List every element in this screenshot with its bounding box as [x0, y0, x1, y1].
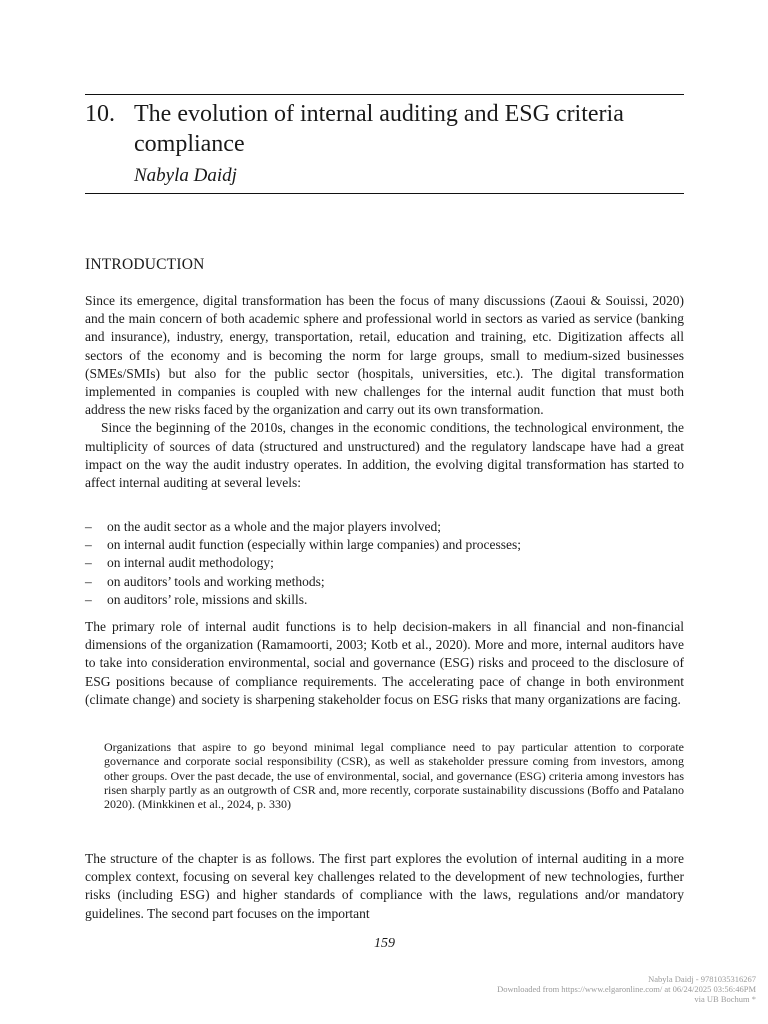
paragraph-4: The structure of the chapter is as follows. The first part explores the evolution of internal auditing in a more complex context, focusing on several key challenges related to the development of new technologies, further risks (including ESG) and higher standards of compliance with the laws, regulations and/or mandatory guidelines. The second part focuses on the important	[85, 851, 684, 921]
download-footer	[497, 974, 756, 1004]
chapter-header	[85, 95, 684, 191]
block-quote: Organizations that aspire to go beyond minimal legal compliance need to pay particular attention to corporate governance and corporate social responsibility (CSR), as well as stakeholder pressure coming from investors, among other groups. Over the past decade, the use of environmental, social, and governance (ESG) criteria among investors has risen sharply partly as an outgrowth of CSR and, more recently, corporate sustainability discussions (Boffo and Patalano 2020). (Minkkinen et al., 2024, p. 330)	[104, 740, 684, 812]
paragraph-3-block	[85, 618, 684, 709]
list-item: – on the audit sector as a whole and the major players involved;	[85, 519, 442, 534]
paragraph-2: Since the beginning of the 2010s, changes in the economic conditions, the technological environment, the multiplicity of sources of data (structured and unstructured) and the regulatory landscape have had a great impact on the way the audit industry operates. In addition, the evolving digital transformation has started to affect internal auditing at several levels:	[85, 420, 684, 491]
intro-paragraphs	[85, 292, 684, 492]
section-heading: INTRODUCTION	[85, 256, 205, 273]
list-item: – on internal audit function (especially within large companies) and processes;	[85, 537, 521, 553]
list-item: – on auditors’ role, missions and skills.	[85, 591, 308, 607]
paragraph-1: Since its emergence, digital transformation has been the focus of many discussions (Zaoui & Souissi, 2020) and the main concern of both academic sphere and professional world in sectors as varied as service (banking and insurance), industry, energy, transportation, retail, education and training, etc. Digitization affects all sectors of the economy and is becoming the norm for large groups, small to medium-sized businesses (SMEs/SMIs) but also for the public sector (hospitals, universities, etc.). The digital transformation implemented in companies is coupled with new challenges for the internal audit function that must both address the new risks faced by the organization and carry out its own transformation.	[85, 293, 684, 418]
paragraph-4-block	[85, 850, 684, 923]
chapter-author: Nabyla Daidj	[134, 165, 237, 186]
footer-line-1: Nabyla Daidj - 9781035316267	[648, 974, 756, 984]
chapter-number: 10.	[85, 101, 115, 127]
page-number: 159	[374, 936, 395, 951]
page	[85, 94, 684, 951]
list-item: – on auditors’ tools and working methods;	[85, 573, 325, 589]
list-item: – on internal audit methodology;	[85, 555, 274, 571]
footer-line-2: Downloaded from https://www.elgaronline.com/ at 06/24/2025 03:56:46PM	[497, 984, 756, 994]
footer-line-3: via UB Bochum *	[694, 994, 756, 1004]
chapter-title: The evolution of internal auditing and ESG criteria compliance	[134, 101, 624, 157]
paragraph-3: The primary role of internal audit functions is to help decision-makers in all financial and non-financial dimensions of the organization (Ramamoorti, 2003; Kotb et al., 2020). More and more, internal auditors have to take into consideration environmental, social and governance (ESG) risks and proceed to the disclosure of ESG positions because of compliance requirements. The accelerating pace of change in both environment (climate change) and society is sharpening stakeholder focus on ESG risks that many organizations are facing.	[85, 619, 684, 707]
title-bottom-rule	[85, 193, 684, 194]
impact-list	[85, 518, 684, 609]
